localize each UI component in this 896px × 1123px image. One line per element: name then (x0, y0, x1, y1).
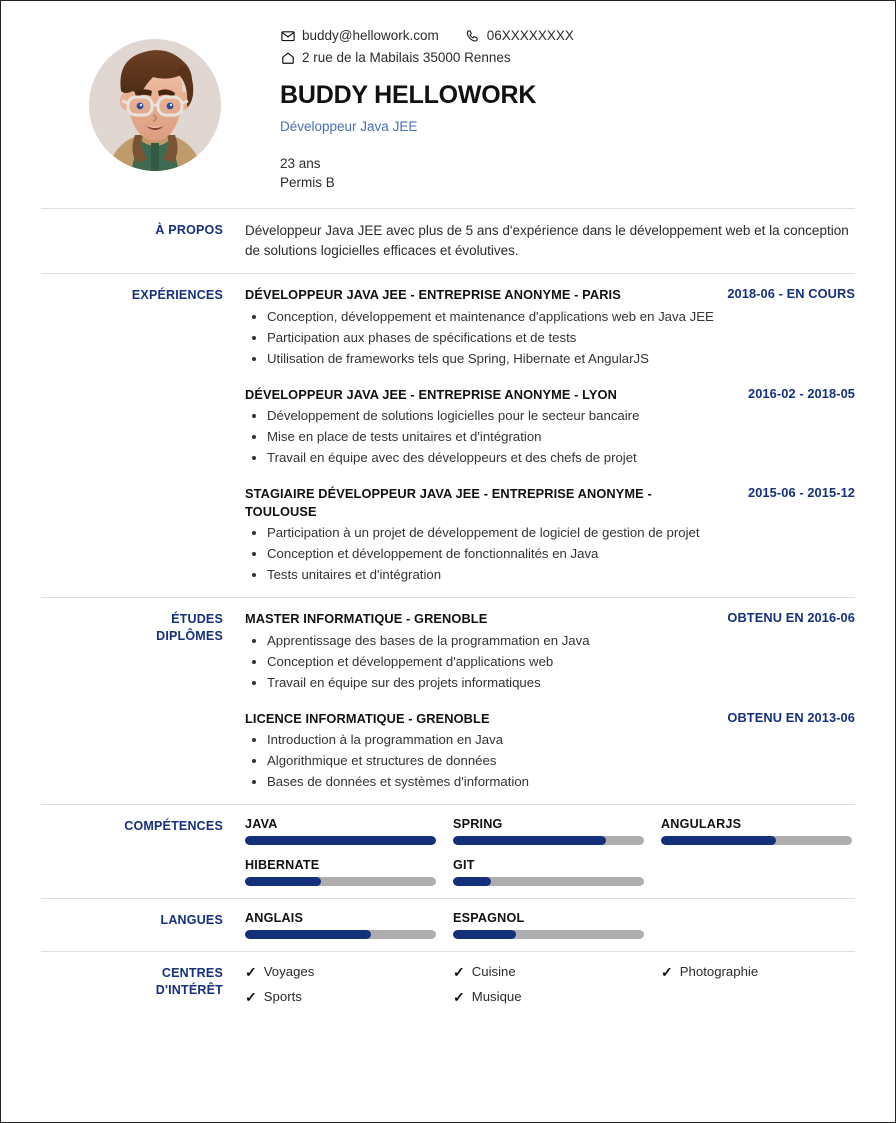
header-details (265, 23, 855, 192)
entry-bullets (245, 522, 855, 585)
entry-title: MASTER INFORMATIQUE - GRENOBLE (245, 611, 488, 626)
skill-name: SPRING (453, 817, 503, 831)
language-bar-fill (245, 930, 371, 939)
bullet-item: Conception et développement d'applications web (245, 651, 855, 672)
entry-bullets (245, 405, 855, 468)
interest-label: Voyages (263, 964, 315, 979)
entry-header (245, 286, 855, 304)
bullet-item: Apprentissage des bases de la programmation en Java (245, 630, 855, 651)
education-entry (245, 710, 855, 793)
bullet-item: Introduction à la programmation en Java (245, 729, 855, 750)
language-name: ESPAGNOL (453, 911, 525, 925)
section-label-education-line1: ÉTUDES (171, 612, 223, 626)
bullet-item: Travail en équipe sur des projets informatiques (245, 672, 855, 693)
entry-bullets (245, 630, 855, 693)
section-experiences (41, 273, 855, 597)
license-text: Permis B (280, 175, 335, 190)
section-label-interests (41, 964, 241, 999)
about-body (241, 221, 855, 261)
interest-item (245, 964, 439, 979)
section-label-education (41, 610, 241, 645)
bullet-item: Participation à un projet de développement de logiciel de gestion de projet (245, 522, 855, 543)
section-label-experiences: EXPÉRIENCES (131, 288, 223, 302)
email-text: buddy@hellowork.com (302, 28, 439, 43)
bullet-item: Conception et développement de fonctionnalités en Java (245, 543, 855, 564)
experience-entry (245, 286, 855, 369)
bullet-item: Mise en place de tests unitaires et d'intégration (245, 426, 855, 447)
avatar-illustration (89, 39, 221, 171)
avatar (89, 39, 221, 171)
skill-bar-fill (245, 877, 321, 886)
skill-bar-fill (661, 836, 776, 845)
interest-label: Cuisine (471, 964, 516, 979)
interest-item (661, 964, 855, 979)
interest-label: Sports (263, 989, 302, 1004)
bullet-item: Utilisation de frameworks tels que Spring, Hibernate et AngularJS (245, 348, 855, 369)
interest-label: Musique (471, 989, 522, 1004)
section-label-languages: LANGUES (160, 913, 223, 927)
address-text: 2 rue de la Mabilais 35000 Rennes (302, 50, 511, 65)
skill-item (453, 858, 647, 886)
skill-bar-fill (453, 836, 606, 845)
entry-date: 2018-06 - EN COURS (727, 286, 855, 301)
section-label-interests-line2: D'INTÉRÊT (155, 983, 223, 997)
check-icon: ✓ (453, 988, 465, 1005)
cv-header (41, 23, 855, 192)
interest-item (453, 989, 647, 1004)
check-icon: ✓ (245, 963, 257, 980)
skill-name: GIT (453, 858, 475, 872)
interest-label: Photographie (679, 964, 759, 979)
entry-date: OBTENU EN 2016-06 (727, 610, 855, 625)
entry-date: OBTENU EN 2013-06 (727, 709, 855, 725)
job-title: Développeur Java JEE (280, 119, 418, 134)
entry-header (245, 710, 855, 728)
section-languages (41, 898, 855, 951)
contact-row-address (280, 47, 855, 68)
entry-title: DÉVELOPPEUR JAVA JEE - ENTREPRISE ANONYME - LYON (245, 386, 617, 402)
check-icon: ✓ (453, 963, 465, 980)
skill-bar-track (661, 836, 852, 845)
entry-date: 2015-06 - 2015-12 (748, 485, 855, 500)
check-icon: ✓ (661, 963, 673, 980)
section-about (41, 208, 855, 273)
skill-item (245, 817, 439, 845)
education-body (241, 610, 855, 792)
age-text: 23 ans (280, 156, 321, 171)
page-title: BUDDY HELLOWORK (280, 81, 537, 109)
language-spacer (661, 911, 855, 939)
section-label-skills: COMPÉTENCES (124, 819, 223, 833)
skill-item (453, 817, 647, 845)
entry-date: 2016-02 - 2018-05 (748, 385, 855, 401)
bullet-item: Bases de données et systèmes d'information (245, 771, 855, 792)
entry-header (245, 485, 855, 520)
interests-grid (245, 964, 855, 1004)
section-interests (41, 951, 855, 1016)
check-icon: ✓ (245, 988, 257, 1005)
skill-bar-fill (453, 877, 491, 886)
language-item (245, 911, 439, 939)
entry-header (245, 610, 855, 628)
skill-item (661, 817, 855, 845)
skill-name: JAVA (245, 817, 278, 831)
phone-icon (465, 28, 480, 43)
entry-title: DÉVELOPPEUR JAVA JEE - ENTREPRISE ANONYME - PARIS (245, 287, 621, 302)
section-label-interests-line1: CENTRES (161, 966, 223, 980)
entry-header (245, 386, 855, 404)
education-entry (245, 610, 855, 693)
language-bar-track (453, 930, 644, 939)
entry-bullets (245, 729, 855, 792)
language-bar-track (245, 930, 436, 939)
section-skills (41, 804, 855, 898)
experience-entry (245, 386, 855, 469)
envelope-icon (280, 28, 295, 43)
section-label-education-line2: DIPLÔMES (156, 629, 223, 643)
bullet-item: Participation aux phases de spécifications et de tests (245, 327, 855, 348)
entry-bullets (245, 306, 855, 369)
languages-body (241, 911, 855, 939)
skill-name: HIBERNATE (245, 858, 320, 872)
interest-item (453, 964, 647, 979)
section-label-about: À PROPOS (155, 223, 223, 237)
skill-bar-track (453, 836, 644, 845)
skill-bar-track (245, 877, 436, 886)
bullet-item: Tests unitaires et d'intégration (245, 564, 855, 585)
entry-title: LICENCE INFORMATIQUE - GRENOBLE (245, 710, 490, 726)
skill-bar-track (245, 836, 436, 845)
bullet-item: Développement de solutions logicielles pour le secteur bancaire (245, 405, 855, 426)
section-education (41, 597, 855, 804)
contact-row-primary (280, 25, 855, 46)
skill-name: ANGULARJS (661, 817, 742, 831)
skill-bar-track (453, 877, 644, 886)
interest-item (245, 989, 439, 1004)
skill-item (245, 858, 439, 886)
languages-grid (245, 911, 855, 939)
experience-entry (245, 485, 855, 585)
about-text: Développeur Java JEE avec plus de 5 ans d'expérience dans le développement web et la conception de solutions logicielles efficaces et évolutives. (245, 223, 849, 258)
bullet-item: Conception, développement et maintenance d'applications web en Java JEE (245, 306, 855, 327)
phone-text: 06XXXXXXXX (486, 28, 574, 43)
language-bar-fill (453, 930, 516, 939)
skills-body (241, 817, 855, 886)
language-item (453, 911, 647, 939)
interests-body (241, 964, 855, 1004)
bullet-item: Travail en équipe avec des développeurs et des chefs de projet (245, 447, 855, 468)
home-icon (280, 50, 295, 65)
avatar-column (45, 23, 265, 171)
language-name: ANGLAIS (245, 911, 304, 925)
skills-grid (245, 817, 855, 886)
experiences-body (241, 286, 855, 585)
skill-bar-fill (245, 836, 436, 845)
bullet-item: Algorithmique et structures de données (245, 750, 855, 771)
entry-title: STAGIAIRE DÉVELOPPEUR JAVA JEE - ENTREPRISE ANONYME - TOULOUSE (245, 486, 652, 519)
